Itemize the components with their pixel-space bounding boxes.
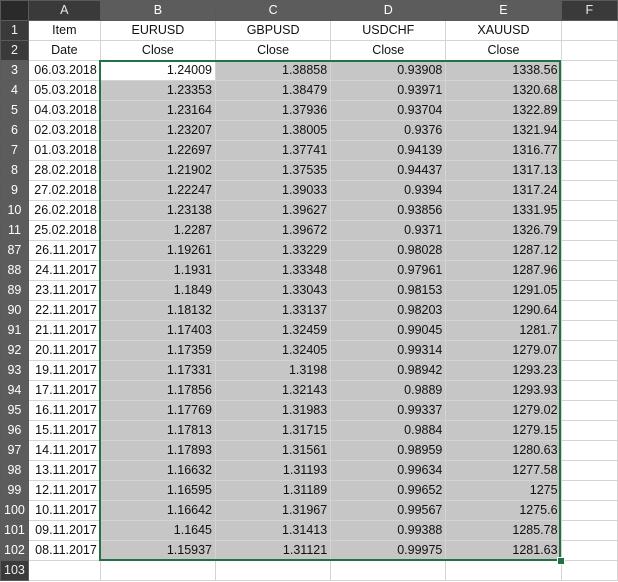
xauusd-close-cell[interactable]: 1281.63 — [446, 541, 561, 561]
gbpusd-close-cell[interactable]: 1.39627 — [216, 201, 331, 221]
date-cell[interactable]: 22.11.2017 — [28, 301, 100, 321]
eurusd-close-cell[interactable]: 1.22247 — [100, 181, 215, 201]
data-table-row — [1, 481, 618, 501]
gbpusd-close-cell[interactable]: 1.37741 — [216, 141, 331, 161]
date-cell[interactable]: 06.03.2018 — [28, 61, 100, 81]
data-table-row — [1, 241, 618, 261]
empty-cell[interactable] — [561, 241, 617, 261]
eurusd-close-cell[interactable]: 1.23164 — [100, 101, 215, 121]
date-cell[interactable]: 19.11.2017 — [28, 361, 100, 381]
data-table-row — [1, 181, 618, 201]
row-header[interactable]: 11 — [1, 221, 29, 241]
column-header-a[interactable]: A — [28, 1, 100, 21]
usdchf-close-cell[interactable]: 0.94139 — [331, 141, 446, 161]
eurusd-close-cell[interactable]: 1.19261 — [100, 241, 215, 261]
column-header-row — [1, 1, 618, 21]
gbpusd-close-cell[interactable]: 1.31189 — [216, 481, 331, 501]
empty-cell[interactable] — [561, 341, 617, 361]
gbpusd-close-cell[interactable]: 1.39033 — [216, 181, 331, 201]
row-header[interactable]: 3 — [1, 61, 29, 81]
row-header[interactable]: 92 — [1, 341, 29, 361]
xauusd-close-cell[interactable]: 1285.78 — [446, 521, 561, 541]
usdchf-close-cell[interactable]: 0.98203 — [331, 301, 446, 321]
gbpusd-close-cell[interactable]: 1.31715 — [216, 421, 331, 441]
empty-cell[interactable] — [561, 361, 617, 381]
header-cell[interactable]: Item — [28, 21, 100, 41]
date-cell[interactable]: 13.11.2017 — [28, 461, 100, 481]
date-cell[interactable]: 20.11.2017 — [28, 341, 100, 361]
data-table-row — [1, 121, 618, 141]
xauusd-close-cell[interactable]: 1275 — [446, 481, 561, 501]
row-header[interactable]: 90 — [1, 301, 29, 321]
date-cell[interactable]: 14.11.2017 — [28, 441, 100, 461]
usdchf-close-cell[interactable]: 0.98959 — [331, 441, 446, 461]
empty-cell[interactable] — [561, 181, 617, 201]
xauusd-close-cell[interactable]: 1317.24 — [446, 181, 561, 201]
data-table-row — [1, 421, 618, 441]
data-table-row — [1, 401, 618, 421]
empty-cell[interactable] — [561, 441, 617, 461]
row-header[interactable]: 5 — [1, 101, 29, 121]
gbpusd-close-cell[interactable]: 1.33348 — [216, 261, 331, 281]
eurusd-close-cell[interactable]: 1.17893 — [100, 441, 215, 461]
gbpusd-close-cell[interactable]: 1.38005 — [216, 121, 331, 141]
data-table-row — [1, 201, 618, 221]
empty-cell[interactable] — [561, 201, 617, 221]
usdchf-close-cell[interactable]: 0.93704 — [331, 101, 446, 121]
date-cell[interactable]: 27.02.2018 — [28, 181, 100, 201]
date-cell[interactable]: 28.02.2018 — [28, 161, 100, 181]
eurusd-close-cell[interactable]: 1.22697 — [100, 141, 215, 161]
empty-cell[interactable] — [561, 401, 617, 421]
data-table-row — [1, 161, 618, 181]
gbpusd-close-cell[interactable]: 1.31121 — [216, 541, 331, 561]
usdchf-close-cell[interactable]: 0.98942 — [331, 361, 446, 381]
gbpusd-close-cell[interactable]: 1.3198 — [216, 361, 331, 381]
usdchf-close-cell[interactable]: 0.94437 — [331, 161, 446, 181]
eurusd-close-cell[interactable]: 1.18132 — [100, 301, 215, 321]
row-header[interactable]: 100 — [1, 501, 29, 521]
row-header[interactable]: 6 — [1, 121, 29, 141]
gbpusd-close-cell[interactable]: 1.37936 — [216, 101, 331, 121]
usdchf-close-cell[interactable]: 0.99314 — [331, 341, 446, 361]
row-header[interactable]: 2 — [1, 41, 29, 61]
row-header[interactable]: 93 — [1, 361, 29, 381]
empty-cell[interactable] — [561, 381, 617, 401]
xauusd-close-cell[interactable]: 1279.07 — [446, 341, 561, 361]
row-header[interactable]: 9 — [1, 181, 29, 201]
empty-cell[interactable] — [561, 541, 617, 561]
empty-cell[interactable] — [561, 161, 617, 181]
gbpusd-close-cell[interactable]: 1.31967 — [216, 501, 331, 521]
row-header[interactable]: 1 — [1, 21, 29, 41]
usdchf-close-cell[interactable]: 0.99652 — [331, 481, 446, 501]
gbpusd-close-cell[interactable]: 1.33043 — [216, 281, 331, 301]
data-table-row — [1, 541, 618, 561]
eurusd-close-cell[interactable]: 1.17769 — [100, 401, 215, 421]
header-table-row — [1, 41, 618, 61]
row-header[interactable]: 8 — [1, 161, 29, 181]
data-table-row — [1, 221, 618, 241]
empty-cell[interactable] — [561, 301, 617, 321]
data-table-row — [1, 341, 618, 361]
empty-cell[interactable] — [561, 221, 617, 241]
usdchf-close-cell[interactable]: 0.9376 — [331, 121, 446, 141]
xauusd-close-cell[interactable]: 1280.63 — [446, 441, 561, 461]
empty-cell[interactable] — [561, 501, 617, 521]
eurusd-close-cell[interactable]: 1.1931 — [100, 261, 215, 281]
row-header[interactable]: 91 — [1, 321, 29, 341]
column-header-c[interactable]: C — [216, 1, 331, 21]
date-cell[interactable]: 02.03.2018 — [28, 121, 100, 141]
usdchf-close-cell[interactable]: 0.99388 — [331, 521, 446, 541]
xauusd-close-cell[interactable]: 1331.95 — [446, 201, 561, 221]
xauusd-close-cell[interactable]: 1290.64 — [446, 301, 561, 321]
empty-cell[interactable] — [561, 121, 617, 141]
empty-cell[interactable] — [561, 101, 617, 121]
gbpusd-close-cell[interactable]: 1.37535 — [216, 161, 331, 181]
data-table-row — [1, 501, 618, 521]
row-header[interactable]: 102 — [1, 541, 29, 561]
date-cell[interactable]: 25.02.2018 — [28, 221, 100, 241]
empty-cell[interactable] — [561, 421, 617, 441]
date-cell[interactable]: 10.11.2017 — [28, 501, 100, 521]
usdchf-close-cell[interactable]: 0.99337 — [331, 401, 446, 421]
data-table-row — [1, 521, 618, 541]
xauusd-close-cell[interactable]: 1316.77 — [446, 141, 561, 161]
xauusd-close-cell[interactable]: 1281.7 — [446, 321, 561, 341]
xauusd-close-cell[interactable]: 1320.68 — [446, 81, 561, 101]
data-table-row — [1, 101, 618, 121]
date-cell[interactable]: 04.03.2018 — [28, 101, 100, 121]
empty-cell[interactable] — [561, 481, 617, 501]
header-cell[interactable]: Close — [216, 41, 331, 61]
empty-cell[interactable] — [216, 561, 331, 581]
gbpusd-close-cell[interactable]: 1.32405 — [216, 341, 331, 361]
data-table-row — [1, 261, 618, 281]
gbpusd-close-cell[interactable]: 1.31561 — [216, 441, 331, 461]
eurusd-close-cell[interactable]: 1.23138 — [100, 201, 215, 221]
empty-cell[interactable] — [331, 561, 446, 581]
header-cell[interactable]: USDCHF — [331, 21, 446, 41]
eurusd-close-cell[interactable]: 1.2287 — [100, 221, 215, 241]
empty-cell[interactable] — [561, 521, 617, 541]
date-cell[interactable]: 05.03.2018 — [28, 81, 100, 101]
usdchf-close-cell[interactable]: 0.93856 — [331, 201, 446, 221]
data-table-row — [1, 381, 618, 401]
xauusd-close-cell[interactable]: 1326.79 — [446, 221, 561, 241]
column-header-b[interactable]: B — [100, 1, 215, 21]
usdchf-close-cell[interactable]: 0.99045 — [331, 321, 446, 341]
empty-cell[interactable] — [561, 141, 617, 161]
data-table-row — [1, 141, 618, 161]
row-header[interactable]: 96 — [1, 421, 29, 441]
gbpusd-close-cell[interactable]: 1.32459 — [216, 321, 331, 341]
select-all-corner[interactable] — [1, 1, 29, 21]
header-cell[interactable]: Close — [100, 41, 215, 61]
row-header[interactable]: 10 — [1, 201, 29, 221]
xauusd-close-cell[interactable]: 1287.96 — [446, 261, 561, 281]
empty-cell[interactable] — [561, 461, 617, 481]
usdchf-close-cell[interactable]: 0.9884 — [331, 421, 446, 441]
eurusd-close-cell[interactable]: 1.17403 — [100, 321, 215, 341]
xauusd-close-cell[interactable]: 1279.15 — [446, 421, 561, 441]
date-cell[interactable]: 08.11.2017 — [28, 541, 100, 561]
gbpusd-close-cell[interactable]: 1.31983 — [216, 401, 331, 421]
eurusd-close-cell[interactable]: 1.15937 — [100, 541, 215, 561]
row-header[interactable]: 101 — [1, 521, 29, 541]
eurusd-close-cell[interactable]: 1.16642 — [100, 501, 215, 521]
empty-cell[interactable] — [561, 321, 617, 341]
xauusd-close-cell[interactable]: 1291.05 — [446, 281, 561, 301]
row-header[interactable]: 4 — [1, 81, 29, 101]
gbpusd-close-cell[interactable]: 1.38479 — [216, 81, 331, 101]
usdchf-close-cell[interactable]: 0.98153 — [331, 281, 446, 301]
column-header-e[interactable]: E — [446, 1, 561, 21]
usdchf-close-cell[interactable]: 0.97961 — [331, 261, 446, 281]
eurusd-close-cell[interactable]: 1.16632 — [100, 461, 215, 481]
usdchf-close-cell[interactable]: 0.93971 — [331, 81, 446, 101]
eurusd-close-cell[interactable]: 1.17359 — [100, 341, 215, 361]
data-table-row — [1, 61, 618, 81]
date-cell[interactable]: 12.11.2017 — [28, 481, 100, 501]
usdchf-close-cell[interactable]: 0.9889 — [331, 381, 446, 401]
date-cell[interactable]: 09.11.2017 — [28, 521, 100, 541]
data-table-row — [1, 321, 618, 341]
header-cell[interactable]: XAUUSD — [446, 21, 561, 41]
usdchf-close-cell[interactable]: 0.9371 — [331, 221, 446, 241]
header-cell[interactable]: GBPUSD — [216, 21, 331, 41]
row-header[interactable]: 99 — [1, 481, 29, 501]
row-header[interactable]: 95 — [1, 401, 29, 421]
usdchf-close-cell[interactable]: 0.99975 — [331, 541, 446, 561]
data-table-row — [1, 281, 618, 301]
date-cell[interactable]: 17.11.2017 — [28, 381, 100, 401]
empty-cell[interactable] — [446, 561, 561, 581]
row-header[interactable]: 98 — [1, 461, 29, 481]
eurusd-close-cell[interactable]: 1.17856 — [100, 381, 215, 401]
xauusd-close-cell[interactable]: 1317.13 — [446, 161, 561, 181]
xauusd-close-cell[interactable]: 1279.02 — [446, 401, 561, 421]
empty-cell[interactable] — [28, 561, 100, 581]
header-cell[interactable]: EURUSD — [100, 21, 215, 41]
date-cell[interactable]: 15.11.2017 — [28, 421, 100, 441]
xauusd-close-cell[interactable]: 1287.12 — [446, 241, 561, 261]
xauusd-close-cell[interactable]: 1277.58 — [446, 461, 561, 481]
eurusd-close-cell[interactable]: 1.16595 — [100, 481, 215, 501]
date-cell[interactable]: 23.11.2017 — [28, 281, 100, 301]
usdchf-close-cell[interactable]: 0.93908 — [331, 61, 446, 81]
date-cell[interactable]: 26.11.2017 — [28, 241, 100, 261]
header-table-row — [1, 21, 618, 41]
eurusd-close-cell[interactable]: 1.21902 — [100, 161, 215, 181]
eurusd-close-cell[interactable]: 1.17813 — [100, 421, 215, 441]
row-header[interactable]: 87 — [1, 241, 29, 261]
gbpusd-close-cell[interactable]: 1.32143 — [216, 381, 331, 401]
usdchf-close-cell[interactable]: 0.99634 — [331, 461, 446, 481]
gbpusd-close-cell[interactable]: 1.39672 — [216, 221, 331, 241]
active-cell[interactable]: 1.24009 — [100, 61, 215, 81]
header-cell[interactable]: Close — [331, 41, 446, 61]
empty-cell[interactable] — [561, 281, 617, 301]
empty-cell[interactable] — [561, 81, 617, 101]
empty-cell[interactable] — [561, 21, 617, 41]
eurusd-close-cell[interactable]: 1.1645 — [100, 521, 215, 541]
date-cell[interactable]: 21.11.2017 — [28, 321, 100, 341]
row-header[interactable]: 88 — [1, 261, 29, 281]
data-table-row — [1, 81, 618, 101]
column-header-f[interactable]: F — [561, 1, 617, 21]
column-header-d[interactable]: D — [331, 1, 446, 21]
empty-cell[interactable] — [561, 561, 617, 581]
empty-cell[interactable] — [100, 561, 215, 581]
gbpusd-close-cell[interactable]: 1.33229 — [216, 241, 331, 261]
row-header[interactable]: 94 — [1, 381, 29, 401]
header-cell[interactable]: Close — [446, 41, 561, 61]
row-header[interactable]: 97 — [1, 441, 29, 461]
date-cell[interactable]: 16.11.2017 — [28, 401, 100, 421]
xauusd-close-cell[interactable]: 1338.56 — [446, 61, 561, 81]
eurusd-close-cell[interactable]: 1.1849 — [100, 281, 215, 301]
date-cell[interactable]: 26.02.2018 — [28, 201, 100, 221]
row-header[interactable]: 89 — [1, 281, 29, 301]
data-table-row — [1, 361, 618, 381]
eurusd-close-cell[interactable]: 1.23207 — [100, 121, 215, 141]
gbpusd-close-cell[interactable]: 1.38858 — [216, 61, 331, 81]
usdchf-close-cell[interactable]: 0.9394 — [331, 181, 446, 201]
date-cell[interactable]: 24.11.2017 — [28, 261, 100, 281]
empty-table-row — [1, 561, 618, 581]
header-cell[interactable]: Date — [28, 41, 100, 61]
usdchf-close-cell[interactable]: 0.99567 — [331, 501, 446, 521]
xauusd-close-cell[interactable]: 1293.93 — [446, 381, 561, 401]
eurusd-close-cell[interactable]: 1.17331 — [100, 361, 215, 381]
gbpusd-close-cell[interactable]: 1.33137 — [216, 301, 331, 321]
data-table-row — [1, 301, 618, 321]
xauusd-close-cell[interactable]: 1275.6 — [446, 501, 561, 521]
row-header[interactable]: 103 — [1, 561, 29, 581]
gbpusd-close-cell[interactable]: 1.31193 — [216, 461, 331, 481]
xauusd-close-cell[interactable]: 1293.23 — [446, 361, 561, 381]
xauusd-close-cell[interactable]: 1322.89 — [446, 101, 561, 121]
data-table-row — [1, 441, 618, 461]
empty-cell[interactable] — [561, 41, 617, 61]
xauusd-close-cell[interactable]: 1321.94 — [446, 121, 561, 141]
empty-cell[interactable] — [561, 61, 617, 81]
eurusd-close-cell[interactable]: 1.23353 — [100, 81, 215, 101]
gbpusd-close-cell[interactable]: 1.31413 — [216, 521, 331, 541]
usdchf-close-cell[interactable]: 0.98028 — [331, 241, 446, 261]
row-header[interactable]: 7 — [1, 141, 29, 161]
empty-cell[interactable] — [561, 261, 617, 281]
date-cell[interactable]: 01.03.2018 — [28, 141, 100, 161]
data-table-row — [1, 461, 618, 481]
